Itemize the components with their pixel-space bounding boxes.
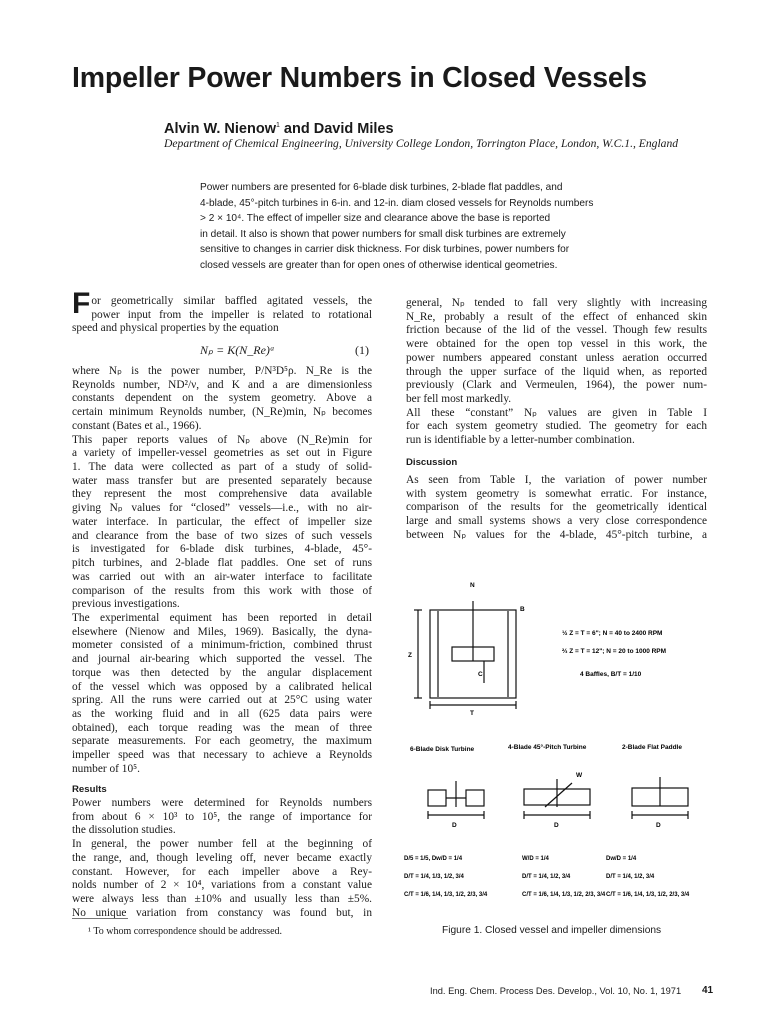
body-column-right xyxy=(406,297,707,448)
body-line: with system geometry is somewhat erratic. For instance, xyxy=(406,487,707,500)
body-line: previously (Clark and Vermeulen, 1964), the power num- xyxy=(406,379,707,392)
abstract-line: > 2 × 10⁴. The effect of impeller size and clearance above the base is reported xyxy=(200,213,551,225)
body-block-right-b xyxy=(406,474,707,543)
body-line: This paper reports values of Nₚ above (N_Re)min for xyxy=(72,433,372,446)
body-block-left-b xyxy=(72,797,372,920)
body-line: separate measurements. For each geometry, the maximum xyxy=(72,735,372,748)
impeller-label-disk-turbine: 6-Blade Disk Turbine xyxy=(410,746,475,753)
body-line: elsewhere (Nienow and Miles, 1969). Basically, the dyna- xyxy=(72,625,372,638)
footnote: ¹ To whom correspondence should be addressed. xyxy=(88,926,283,937)
author-primary: Alvin W. Nienow xyxy=(164,121,276,137)
body-line: number of 10⁵. xyxy=(72,762,140,775)
body-line: the range, and, though leveling off, never became exactly xyxy=(72,851,372,864)
body-line: comparison of the results from this work with those of xyxy=(72,584,372,597)
body-line: nolds number of 2 × 10⁴, variations from a constant value xyxy=(72,879,372,892)
body-line: No unique variation from constancy was found but, in xyxy=(72,906,372,919)
ratio-pitched-1: W/D = 1/4 xyxy=(522,856,549,862)
body-line: mometer consisted of a minimum-friction, combined thrust xyxy=(72,639,372,652)
ratio-pitched-3: C/T = 1/6, 1/4, 1/3, 1/2, 2/3, 3/4 xyxy=(522,892,606,898)
body-block-left-a xyxy=(72,365,372,777)
body-line: is investigated for 6-blade disk turbines, 4-blade, 45°- xyxy=(72,543,372,556)
impeller-label-flat-paddle: 2-Blade Flat Paddle xyxy=(622,744,682,751)
ratio-pitched-2: D/T = 1/4, 1/2, 3/4 xyxy=(522,874,571,880)
body-line: torque was then detected by the angular displacement xyxy=(72,666,372,679)
ratio-disk-3: C/T = 1/6, 1/4, 1/3, 1/2, 2/3, 3/4 xyxy=(404,892,488,898)
ratio-paddle-3: C/T = 1/6, 1/4, 1/3, 1/2, 2/3, 3/4 xyxy=(606,892,690,898)
body-line: All these “constant” Nₚ values are given in Table I xyxy=(406,406,707,419)
label-T: T xyxy=(470,710,474,717)
body-line: was carried out with an air-water interface to facilitate xyxy=(72,570,372,583)
body-line: from about 6 × 10³ to 10⁵, the range of importance for xyxy=(72,810,372,823)
journal-citation: Ind. Eng. Chem. Process Des. Develop., Vol. 10, No. 1, 1971 xyxy=(430,986,682,996)
body-line: constant (Bates et al., 1966). xyxy=(72,419,202,432)
body-line: constants dependent on the system geometry. Above a xyxy=(72,392,372,405)
body-line: a variety of impeller-vessel geometries as set out in Figure xyxy=(72,447,372,460)
body-column-left xyxy=(72,287,372,336)
body-line: and clearance from the base of two sizes of such vessels xyxy=(72,529,372,542)
body-line: run is identifiable by a letter-number combination. xyxy=(406,434,635,447)
article-title: Impeller Power Numbers in Closed Vessels xyxy=(72,62,647,94)
drop-cap: F xyxy=(72,287,91,320)
body-line: and journal air-bearing which supported the vessel. The xyxy=(72,653,372,666)
body-line: between Nₚ values for the 4-blade, 45°-pitch turbine, a xyxy=(406,528,707,541)
legend-baffles: 4 Baffles, B/T = 1/10 xyxy=(580,671,642,678)
body-line: for each system geometry studied. The geometry for each xyxy=(406,420,707,433)
abstract-line: Power numbers are presented for 6-blade disk turbines, 2-blade flat paddles, and xyxy=(200,182,563,193)
body-line: giving Nₚ values for “closed” vessels—i.e., with no air- xyxy=(72,502,372,515)
authors xyxy=(164,121,394,137)
ratio-disk-2: D/T = 1/4, 1/3, 1/2, 3/4 xyxy=(404,874,464,880)
body-line: constant. However, for each impeller above a Rey- xyxy=(72,865,372,878)
equation-1: Nₚ = K(N_Re)ᵃ xyxy=(200,343,275,357)
body-line: large and small systems shows a very close correspondence xyxy=(406,515,707,528)
figure-caption: Figure 1. Closed vessel and impeller dimensions xyxy=(442,925,662,936)
abstract-line: sensitive to changes in carrier disk thickness. For disk turbines, power numbers for xyxy=(200,244,570,256)
body-line: obtained), each torque reading was the mean of three xyxy=(72,721,372,734)
equation-number: (1) xyxy=(355,343,369,357)
body-line: were obtained for the open top vessel in this work, the xyxy=(406,338,707,351)
label-D-2: D xyxy=(554,822,559,829)
body-line: impeller speed was that necessary to achieve a Reynolds xyxy=(72,749,372,762)
label-D-3: D xyxy=(656,822,661,829)
body-line: speed and physical properties by the equation xyxy=(72,322,279,335)
body-line: The experimental equiment has been reported in detail xyxy=(72,611,372,624)
label-N: N xyxy=(470,582,475,589)
abstract-line: closed vessels are greater than for open ones of otherwise identical geometries. xyxy=(200,259,558,271)
body-line: the dissolution studies. xyxy=(72,824,176,837)
footnote-rule xyxy=(72,918,128,919)
ratio-disk-1: D/5 = 1/5, Dw/D = 1/4 xyxy=(404,856,463,862)
label-C: C xyxy=(478,671,483,678)
body-line: Reynolds number, ND²/ν, and K and a are dimensionless xyxy=(72,378,372,391)
section-heading-results: Results xyxy=(72,784,107,795)
body-line: spring. All the runs were carried out at 25°C using water xyxy=(72,694,372,707)
body-line: 1. The data were collected as part of a study of solid- xyxy=(72,461,372,474)
body-line: power numbers appeared constant unless aeration occurred xyxy=(406,351,707,364)
body-line: as the working fluid and in all (625 data pairs were xyxy=(72,707,372,720)
label-B: B xyxy=(520,606,525,613)
section-heading-discussion: Discussion xyxy=(406,457,458,468)
body-line: previous investigations. xyxy=(72,598,180,611)
impeller-label-pitched-turbine: 4-Blade 45°-Pitch Turbine xyxy=(508,744,587,751)
label-D-1: D xyxy=(452,822,457,829)
abstract-line: in detail. It also is shown that power numbers for small disk turbines are extremely xyxy=(200,228,566,240)
ratio-paddle-2: D/T = 1/4, 1/2, 3/4 xyxy=(606,874,655,880)
abstract xyxy=(200,180,706,273)
label-Z: Z xyxy=(408,652,412,659)
body-line: Power numbers were determined for Reynolds numbers xyxy=(72,797,372,809)
figure-1-diagram xyxy=(400,575,720,920)
body-line: were always less than ±10% and usually less than ±5%. xyxy=(72,893,372,906)
author-secondary: and David Miles xyxy=(279,121,394,137)
body-line: As seen from Table I, the variation of power number xyxy=(406,474,707,486)
ratio-paddle-1: Dw/D = 1/4 xyxy=(606,856,637,862)
body-line: comparison of the results for the geometrically identical xyxy=(406,501,707,514)
body-line: certain minimum Reynolds number, (N_Re)min, Nₚ becomes xyxy=(72,406,372,419)
body-line: of the vessel which was opposed by a calibrated helical xyxy=(72,680,372,693)
body-line: or geometrically similar baffled agitated vessels, the xyxy=(91,295,372,307)
body-line: through the upper surface of the liquid when, as reported xyxy=(406,365,707,378)
legend-small-vessel: ½ Z = T = 6"; N = 40 to 2400 RPM xyxy=(562,630,663,637)
body-line: N_Re, probably a result of the effect of enhanced skin xyxy=(406,310,707,323)
abstract-line: 4-blade, 45°-pitch turbines in 6-in. and 12-in. diam closed vessels for Reynolds numbers xyxy=(200,197,594,209)
body-line: In general, the power number fell at the beginning of xyxy=(72,838,372,851)
body-line: water mass transfer but are presented separately because xyxy=(72,474,372,487)
body-line: pitch turbines, and 2-blade flat paddles. One set of runs xyxy=(72,557,372,570)
author-footnote-marker: 1 xyxy=(275,122,280,130)
body-line: water interface. In particular, the effect of impeller size xyxy=(72,515,372,528)
body-line: they represent the most comprehensive data available xyxy=(72,488,372,501)
legend-large-vessel: ⅔ Z = T = 12"; N = 20 to 1000 RPM xyxy=(562,648,667,655)
body-line: where Nₚ is the power number, P/N³D⁵ρ. N_Re is the xyxy=(72,365,372,377)
affiliation: Department of Chemical Engineering, University College London, Torrington Place, London, W.C.1., England xyxy=(164,137,679,150)
body-line: friction because of the lid of the vessel. Though few results xyxy=(406,324,707,337)
body-line: general, Nₚ tended to fall very slightly with increasing xyxy=(406,297,707,309)
page-number: 41 xyxy=(702,985,714,996)
body-line: power input from the impeller is related to rotational xyxy=(91,308,372,321)
body-line: ber fell most markedly. xyxy=(406,393,512,406)
label-W: W xyxy=(576,772,583,779)
